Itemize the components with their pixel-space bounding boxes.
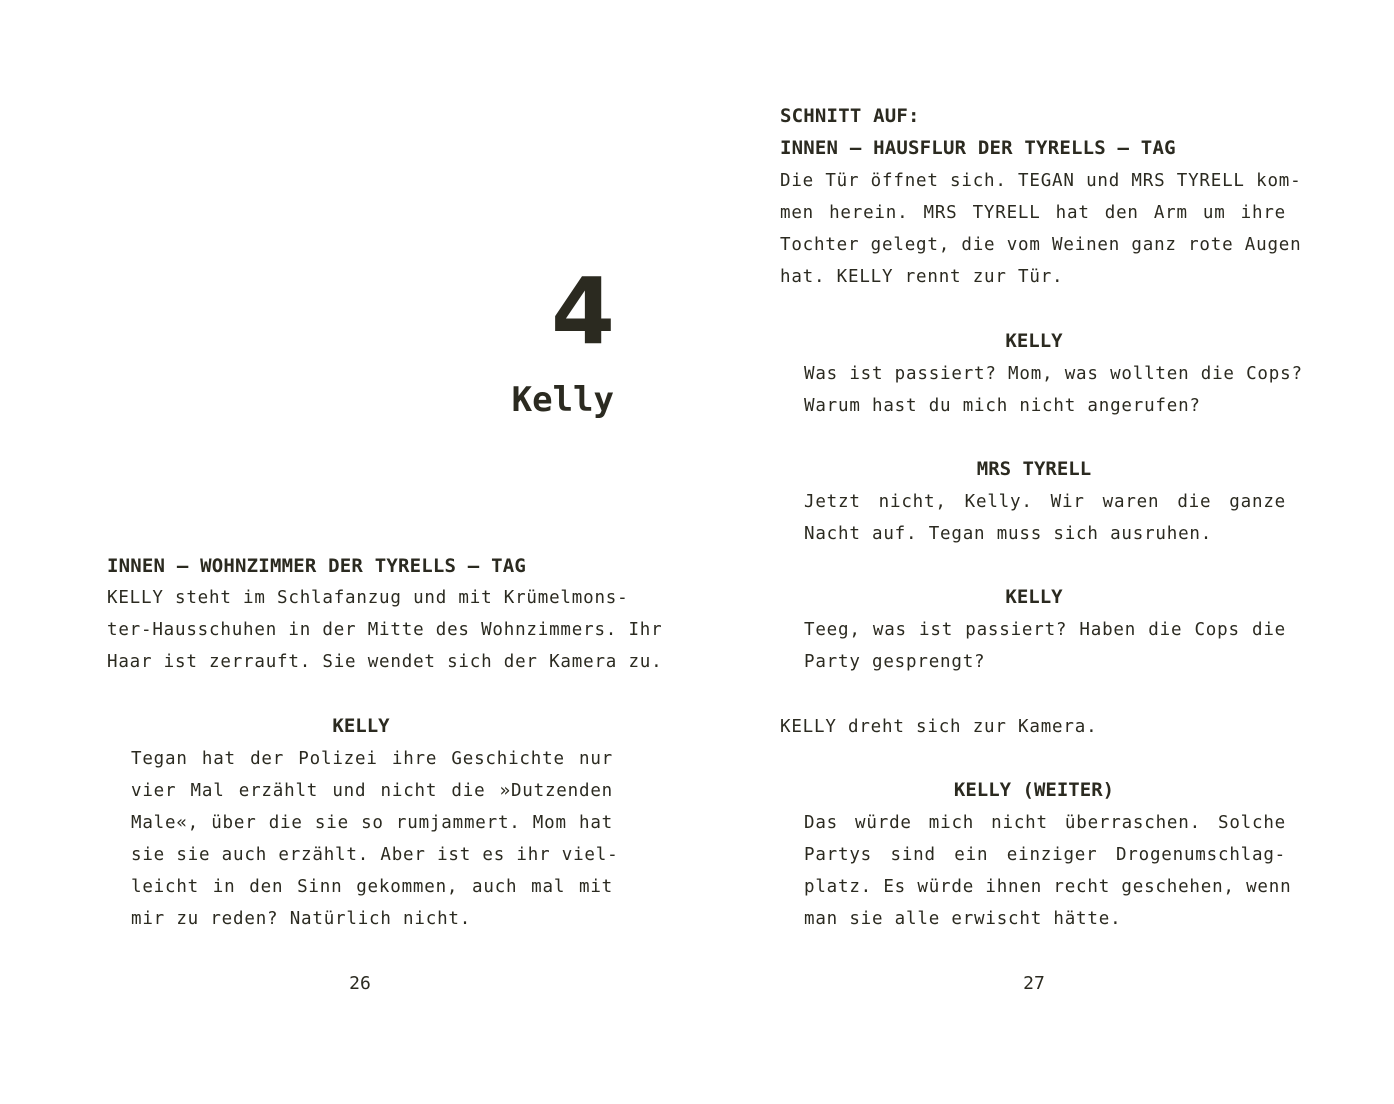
- character-name: KELLY: [1005, 330, 1063, 352]
- dialogue-line: leicht in den Sinn gekommen, auch mal mit: [131, 877, 613, 897]
- action-paragraph: [780, 165, 1302, 293]
- dialogue-line: Partys sind ein einziger Drogenumschlag-: [804, 845, 1286, 865]
- action-paragraph: [107, 582, 663, 678]
- dialogue-block: [131, 743, 619, 935]
- dialogue-line: Jetzt nicht, Kelly. Wir waren die ganze: [804, 492, 1286, 512]
- action-line: KELLY steht im Schlafanzug und mit Krümelmons-: [107, 588, 629, 608]
- dialogue-line: Male«, über die sie so rumjammert. Mom hat: [131, 813, 613, 833]
- slugline: INNEN – HAUSFLUR DER TYRELLS – TAG: [780, 137, 1176, 159]
- dialogue-block: [804, 486, 1286, 550]
- page-number: 26: [349, 973, 371, 994]
- dialogue-line: Warum hast du mich nicht angerufen?: [804, 396, 1201, 416]
- action-line: Tochter gelegt, die vom Weinen ganz rote Augen: [780, 235, 1302, 255]
- dialogue-block: [804, 358, 1303, 422]
- dialogue-line: platz. Es würde ihnen recht geschehen, wenn: [804, 877, 1292, 897]
- action-line: ter-Hausschuhen in der Mitte des Wohnzimmers. Ihr: [107, 620, 663, 640]
- dialogue-line: Das würde mich nicht überraschen. Solche: [804, 813, 1286, 833]
- character-name: KELLY (WEITER): [953, 779, 1115, 801]
- slugline: INNEN – WOHNZIMMER DER TYRELLS – TAG: [107, 555, 527, 577]
- chapter-number: 4: [550, 258, 615, 365]
- action-line: hat. KELLY rennt zur Tür.: [780, 267, 1064, 287]
- dialogue-line: Teeg, was ist passiert? Haben die Cops die: [804, 620, 1286, 640]
- action-paragraph: [780, 711, 1286, 743]
- action-line: Die Tür öffnet sich. TEGAN und MRS TYRELL kom-: [780, 171, 1302, 191]
- chapter-title: Kelly: [511, 380, 614, 420]
- dialogue-line: vier Mal erzählt und nicht die »Dutzenden: [131, 781, 613, 801]
- dialogue-block: [804, 807, 1292, 935]
- right-page: [697, 0, 1394, 1104]
- dialogue-block: [804, 614, 1286, 678]
- dialogue-line: Nacht auf. Tegan muss sich ausruhen.: [804, 524, 1213, 544]
- action-line: KELLY dreht sich zur Kamera.: [780, 717, 1098, 737]
- character-name: KELLY: [1005, 586, 1063, 608]
- character-name: MRS TYRELL: [976, 458, 1092, 480]
- transition: SCHNITT AUF:: [780, 105, 920, 127]
- dialogue-line: Was ist passiert? Mom, was wollten die Cops?: [804, 364, 1303, 384]
- action-line: Haar ist zerrauft. Sie wendet sich der Kamera zu.: [107, 652, 663, 672]
- page-number: 27: [1023, 973, 1045, 994]
- dialogue-line: Tegan hat der Polizei ihre Geschichte nur: [131, 749, 613, 769]
- dialogue-line: man sie alle erwischt hätte.: [804, 909, 1122, 929]
- character-name: KELLY: [332, 715, 390, 737]
- dialogue-line: Party gesprengt?: [804, 652, 986, 672]
- dialogue-line: mir zu reden? Natürlich nicht.: [131, 909, 472, 929]
- action-line: men herein. MRS TYRELL hat den Arm um ihre: [780, 203, 1286, 223]
- dialogue-line: sie sie auch erzählt. Aber ist es ihr viel-: [131, 845, 619, 865]
